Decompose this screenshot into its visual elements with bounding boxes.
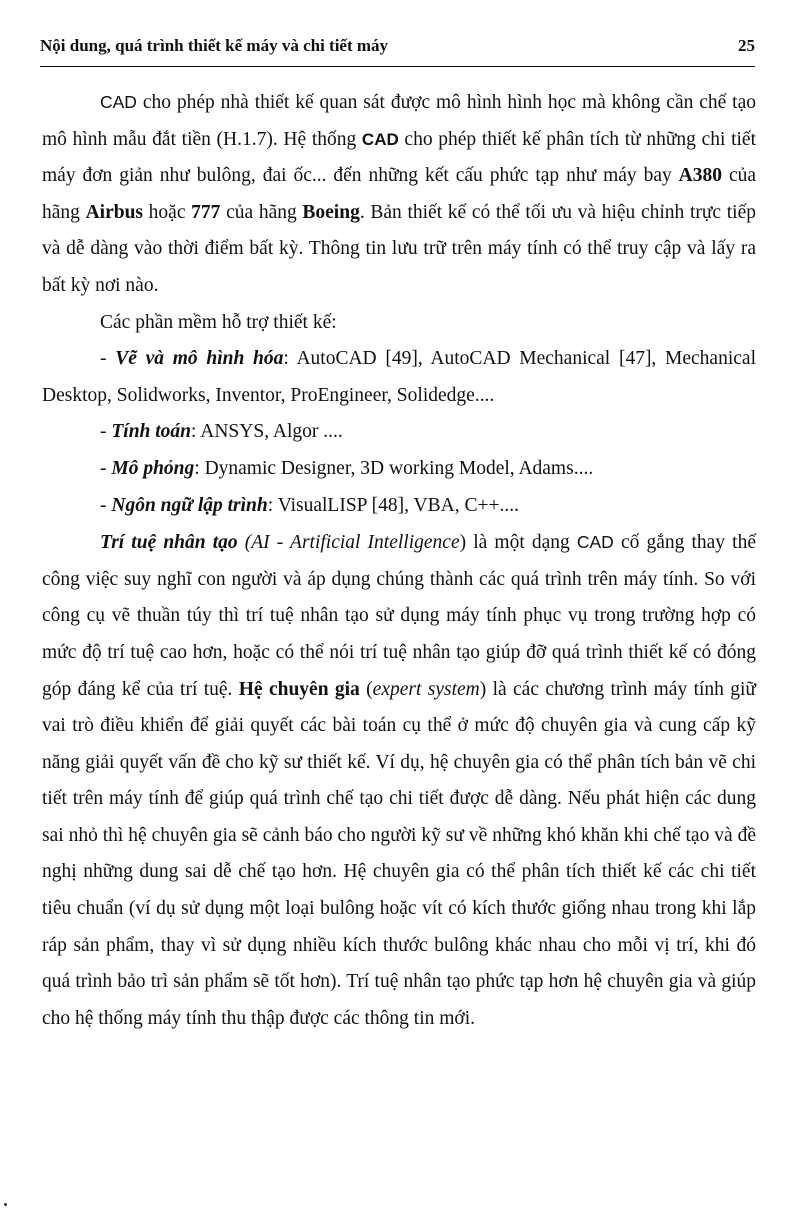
term-a380: A380 bbox=[678, 165, 723, 187]
term-cad: CAD bbox=[576, 532, 614, 553]
paragraph-artificial-intelligence bbox=[42, 524, 756, 1037]
list-dash: - bbox=[100, 494, 112, 516]
list-item-label: Tính toán bbox=[111, 421, 192, 443]
term-boeing: Boeing bbox=[302, 201, 360, 223]
text-run: . Bản thiết kế có thể tối ưu và hiệu chỉnh trực tiếp và dễ dàng vào thời điểm bất kỳ. Thông tin lưu trữ trên máy tính có thể truy cập và lấy ra bất kỳ nơi nào. bbox=[42, 201, 756, 296]
list-item-label: Mô phỏng bbox=[111, 457, 195, 479]
list-item-text: : ANSYS, Algor .... bbox=[191, 421, 343, 443]
text-run: cố gắng thay thế công việc suy nghĩ con người và áp dụng chúng thành các quá trình trên máy tính. So với công cụ vẽ thuần túy thì trí tuệ nhân tạo sử dụng máy tính phục vụ trong trường hợp có mức độ trí tuệ cao hơn, hoặc có thể nói trí tuệ nhân tạo giúp đỡ quá trình thiết kế có đóng góp đáng kể của trí tuệ. bbox=[42, 532, 756, 700]
list-item-calculation bbox=[42, 414, 756, 451]
term-777: 777 bbox=[191, 201, 221, 223]
text-run: ) là các chương trình máy tính giữ vai trò điều khiển để giải quyết các bài toán cụ thể ở mức độ chuyên gia và cung cấp kỹ năng giải quyết vấn đề cho kỹ sư thiết kế. Ví dụ, hệ chuyên gia có thể phân tích bản vẽ chi tiết trên máy tính để giúp quá trình chế tạo chi tiết được dễ dàng. Nếu phát hiện các dung sai nhỏ thì hệ chuyên gia sẽ cảnh báo cho người kỹ sư về những khó khăn khi chế tạo và đề nghị những dung sai dễ chế tạo hơn. Hệ chuyên gia có thể phân tích thiết kế các chi tiết tiêu chuẩn (ví dụ sử dụng một loại bulông hoặc vít có kích thước giống nhau trong khi lắp ráp sản phẩm, thay vì sử dụng nhiều kích thước bulông khác nhau cho mỗi vị trí, khi đó quá trình bảo trì sản phẩm sẽ tốt hơn). Trí tuệ nhân tạo phức tạp hơn hệ chuyên gia và giúp cho hệ thống máy tính thu thập được các thông tin mới. bbox=[42, 678, 756, 1029]
text-run: của hãng bbox=[42, 165, 757, 223]
header-title: Nội dung, quá trình thiết kế máy và chi tiết máy bbox=[40, 36, 389, 55]
body-text bbox=[42, 84, 756, 1037]
text-run: của hãng bbox=[220, 201, 303, 223]
list-item-text: : VisualLISP [48], VBA, C++.... bbox=[267, 494, 519, 516]
text-run: cho phép thiết kế phân tích từ những chi tiết máy đơn giản như bulông, đai ốc... đến những kết cấu phức tạp như máy bay bbox=[42, 128, 756, 187]
text-run: ( bbox=[237, 532, 252, 554]
text-run: cho phép nhà thiết kế quan sát được mô hình hình học mà không cần chế tạo mô hình mẫu đắt tiền (H.1.7). Hệ thống bbox=[42, 92, 756, 150]
term-cad: CAD bbox=[361, 129, 399, 149]
list-item-label: Ngôn ngữ lập trình bbox=[111, 494, 268, 516]
term-ai-english: AI - Artificial Intelligence bbox=[251, 532, 460, 554]
list-dash: - bbox=[100, 348, 116, 370]
paragraph-cad-overview bbox=[42, 84, 756, 305]
text-run: ( bbox=[359, 678, 373, 700]
term-expert-system-english: expert system bbox=[372, 678, 480, 700]
page-number: 25 bbox=[738, 36, 755, 55]
list-item-simulation bbox=[42, 451, 756, 488]
running-header bbox=[40, 36, 755, 67]
list-item-text: : Dynamic Designer, 3D working Model, Adams.... bbox=[194, 457, 594, 479]
paragraph-software-intro: Các phần mềm hỗ trợ thiết kế: bbox=[100, 311, 337, 333]
list-item-drawing bbox=[42, 341, 756, 414]
list-dash: - bbox=[100, 421, 112, 443]
term-expert-system: Hệ chuyên gia bbox=[238, 678, 360, 700]
list-item-label: Vẽ và mô hình hóa bbox=[115, 348, 284, 370]
text-run: ) là một dạng bbox=[459, 532, 577, 554]
list-dash: - bbox=[100, 457, 112, 479]
text-run: hoặc bbox=[143, 201, 192, 223]
list-item-text: : AutoCAD [49], AutoCAD Mechanical [47], Mechanical Desktop, Solidworks, Inventor, ProEngineer, Solidedge.... bbox=[42, 348, 756, 406]
scan-speck bbox=[4, 1203, 7, 1206]
term-airbus: Airbus bbox=[85, 201, 144, 223]
term-cad: CAD bbox=[100, 92, 137, 112]
list-item-programming bbox=[42, 488, 756, 525]
term-ai: Trí tuệ nhân tạo bbox=[100, 532, 238, 554]
